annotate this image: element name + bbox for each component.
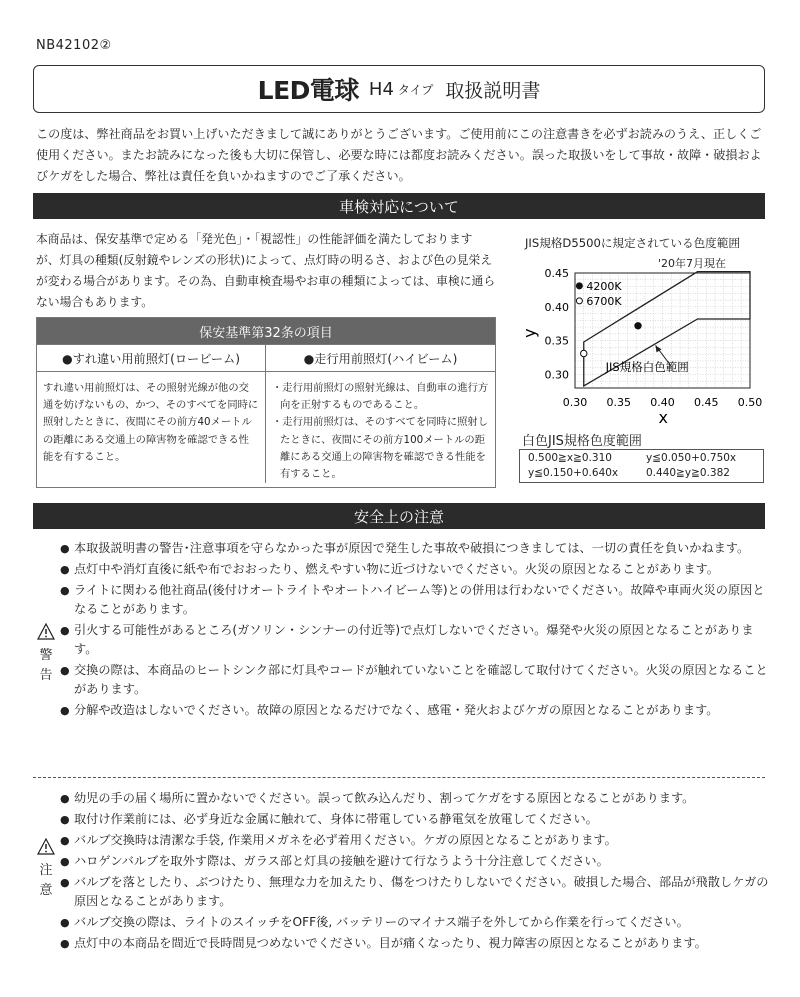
chart-note: '20年7月現在	[658, 257, 727, 270]
y-tick-label: 0.35	[544, 334, 569, 348]
warning-icon	[37, 623, 55, 640]
low-beam-column	[37, 345, 266, 483]
standards-table-title: 保安基準第32条の項目	[37, 318, 495, 344]
high-beam-header: ●走行用前照灯(ハイビーム)	[266, 345, 495, 372]
title-type: タイプ	[397, 82, 434, 97]
caution-item: ● 点灯中の本商品を間近で長時間見つめないでください。目が痛くなったり、視力障害の原因となることがあります。	[60, 934, 770, 953]
caution-item: ● バルブを落としたり、ぶつけたり、無理な力を加えたり、傷をつけたりしないでください。破損した場合、部品が飛散しケガの原因となることがあります。	[60, 873, 770, 911]
high-beam-item: ・走行用前照灯の照射光線は、自動車の進行方向を正射するものであること。	[272, 382, 489, 412]
region-arrowhead	[656, 345, 662, 352]
range-y-lower: y≦0.150+0.640x	[528, 467, 619, 479]
warning-label: 警 告	[36, 623, 56, 686]
intro-paragraph: この度は、弊社商品をお買い上げいただきまして誠にありがとうございます。ご使用前にこの注意書きを必ずお読みのうえ、正しくご使用ください。またお読みになった後も大切に保管し、必要な時には都度お読みください。誤った取扱いをして事故・故障・破損およびケガをした場合、弊社は責任を負いかねますのでご了承ください。	[36, 127, 762, 183]
document-number: NB42102②	[36, 38, 112, 53]
high-beam-column	[266, 345, 495, 483]
caution-item: ● バルブ交換時は清潔な手袋, 作業用メガネを必ず着用ください。ケガの原因となることがあります。	[60, 831, 770, 850]
title-model: H4	[368, 78, 394, 100]
divider-dashed	[33, 777, 765, 778]
low-beam-text: すれ違い用前照灯は、その照射光線が他の交通を妨げないもの、かつ、そのすべてを同時に照射したときに、夜間にその前方40メートルの距離にある交通上の障害物を確認できる性能を有すること。	[43, 382, 259, 463]
y-tick-label: 0.45	[544, 267, 569, 280]
high-beam-item: ・走行用前照灯は、そのすべてを同時に照射したときに、夜間にその前方100メートルの距離にある交通上の障害物を確認できる性能を有すること。	[272, 416, 489, 481]
warning-item: ● 分解や改造はしないでください。故障の原因となるだけでなく、感電・発火およびケガの原因となることがあります。	[60, 701, 770, 720]
caution-label: 注 意	[36, 838, 56, 901]
low-beam-header: ●すれ違い用前照灯(ロービーム)	[37, 345, 265, 372]
chromaticity-chart	[515, 262, 770, 427]
range-y-upper: y≦0.050+0.750x	[646, 452, 737, 464]
y-tick-label: 0.40	[544, 300, 569, 314]
standards-table	[36, 317, 496, 488]
caution-item: ● ハロゲンバルブを取外す際は、ガラス部と灯具の接触を避けて行なうよう十分注意してください。	[60, 852, 770, 871]
range-box	[519, 449, 764, 483]
caution-list	[60, 789, 770, 955]
x-tick-label: 0.50	[737, 396, 763, 409]
legend-marker-6700K	[576, 298, 582, 304]
warning-list	[60, 539, 770, 722]
range-y-condition: 0.440≧y≧0.382	[646, 467, 730, 479]
x-tick-label: 0.45	[694, 396, 719, 409]
x-axis-label: x	[658, 408, 668, 427]
warning-item: ● 交換の際は、本商品のヒートシンク部に灯具やコードが触れていないことを確認して取付けてください。火災の原因となることがあります。	[60, 661, 770, 699]
legend-label-6700K: 6700K	[586, 294, 622, 308]
x-tick-label: 0.35	[606, 396, 631, 409]
legend-label-4200K: 4200K	[586, 279, 622, 293]
range-x-condition: 0.500≧x≧0.310	[528, 452, 612, 464]
x-tick-label: 0.30	[562, 396, 588, 409]
caution-icon	[37, 838, 55, 855]
section-heading-inspection: 車検対応について	[33, 193, 765, 219]
section-heading-safety: 安全上の注意	[33, 503, 765, 529]
caution-item: ● 幼児の手の届く場所に置かないでください。誤って飲み込んだり、割ってケガをする原因となることがあります。	[60, 789, 770, 808]
title-box	[33, 65, 765, 113]
region-label: JIS規格白色範囲	[605, 360, 689, 375]
legend-marker-4200K	[576, 283, 582, 289]
warning-item: ● 本取扱説明書の警告･注意事項を守らなかった事が原因で発生した事故や破損につきましては、一切の責任を負いかねます。	[60, 539, 770, 558]
range-title: 白色JIS規格色度範囲	[522, 434, 642, 449]
data-point-4200K	[635, 323, 641, 329]
title-led: LED電球	[257, 76, 359, 105]
caution-item: ● 取付け作業前には、必ず身近な金属に触れて、身体に帯電している静電気を放電してください。	[60, 810, 770, 829]
x-tick-label: 0.40	[650, 396, 675, 409]
data-point-6700K	[581, 350, 587, 356]
title-main: 取扱説明書	[445, 79, 541, 102]
inspection-paragraph: 本商品は、保安基準で定める「発光色」・「視認性」の性能評価を満たしておりますが、灯具の種類(反射鏡やレンズの形状)によって、点灯時の明るさ、および色の見栄えが変わる場合があります。その為、自動車検査場やお車の種類によっては、車検に通らない場合もあります。	[36, 232, 496, 309]
chart-title: JIS規格D5500に規定されている色度範囲	[525, 236, 740, 250]
warning-item: ● ライトに関わる他社商品(後付けオートライトやオートハイビーム等)との併用は行わないでください。故障や車両火災の原因となることがあります。	[60, 581, 770, 619]
y-tick-label: 0.30	[544, 368, 569, 382]
warning-item: ● 点灯中や消灯直後に紙や布でおおったり、燃えやすい物に近づけないでください。火災の原因となることがあります。	[60, 560, 770, 579]
warning-item: ● 引火する可能性があるところ(ガソリン・シンナーの付近等)で点灯しないでください。爆発や火災の原因となることがあります。	[60, 621, 770, 659]
y-axis-label: y	[520, 328, 539, 338]
caution-item: ● バルブ交換の際は、ライトのスイッチをOFF後, バッテリーのマイナス端子を外してから作業を行ってください。	[60, 913, 770, 932]
